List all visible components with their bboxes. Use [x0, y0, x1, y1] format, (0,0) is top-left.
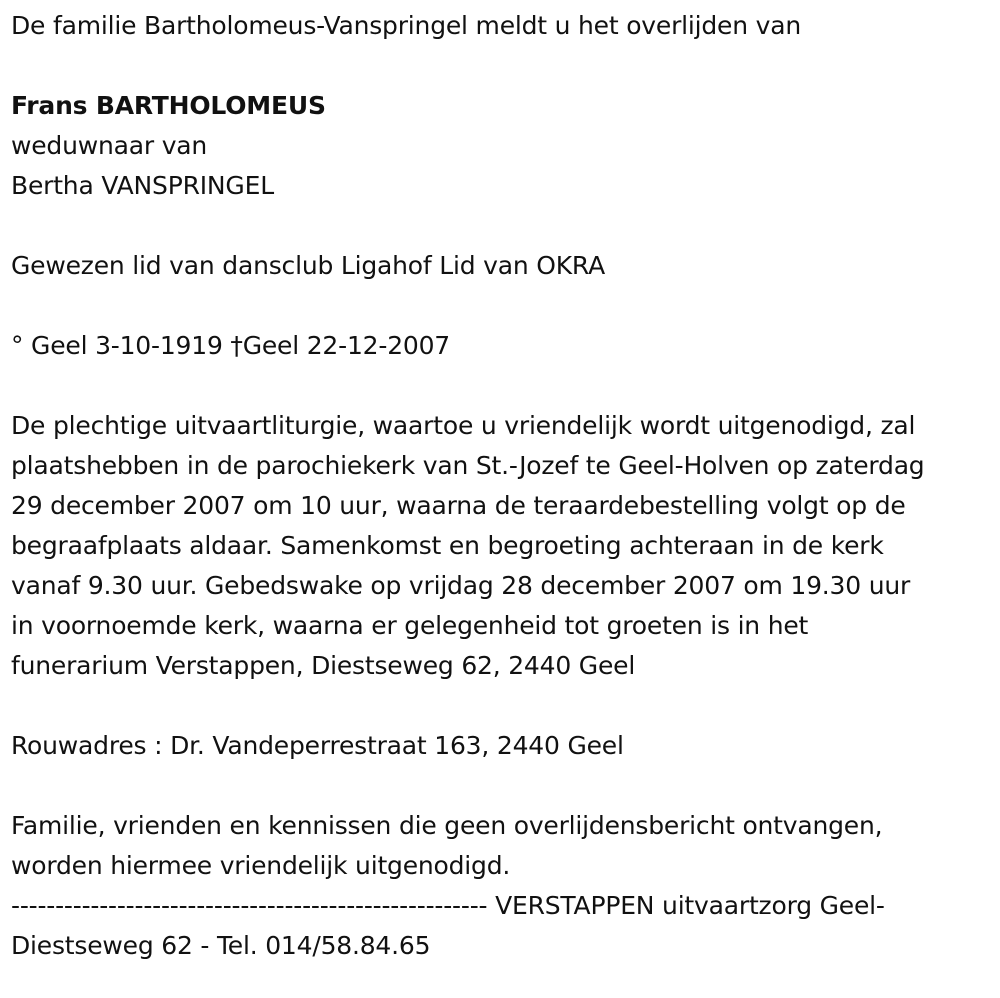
birth-death-dates: ° Geel 3-10-1919 †Geel 22-12-2007	[11, 331, 451, 360]
footer-line: Diestseweg 62 - Tel. 014/58.84.65	[11, 931, 431, 960]
funeral-line: begraafplaats aldaar. Samenkomst en begroeting achteraan in de kerk	[11, 531, 884, 560]
spacer	[11, 766, 996, 806]
spacer	[11, 286, 996, 326]
spacer	[11, 686, 996, 726]
funeral-line: plaatshebben in de parochiekerk van St.-Jozef te Geel-Holven op zaterdag	[11, 451, 925, 480]
death-notice	[11, 6, 996, 966]
funeral-line: in voornoemde kerk, waarna er gelegenheid tot groeten is in het	[11, 611, 809, 640]
relation-text: weduwnaar van	[11, 131, 208, 160]
footer-line: ------------------------------------------------------ VERSTAPPEN uitvaartzorg Geel-	[11, 891, 885, 920]
invitation-line: Familie, vrienden en kennissen die geen overlijdensbericht ontvangen,	[11, 811, 883, 840]
spacer	[11, 366, 996, 406]
invitation-line: worden hiermee vriendelijk uitgenodigd.	[11, 851, 511, 880]
undertaker-footer	[11, 886, 996, 966]
spacer	[11, 206, 996, 246]
funeral-paragraph	[11, 406, 996, 686]
funeral-line: 29 december 2007 om 10 uur, waarna de teraardebestelling volgt op de	[11, 491, 906, 520]
funeral-line: De plechtige uitvaartliturgie, waartoe u vriendelijk wordt uitgenodigd, zal	[11, 411, 916, 440]
funeral-line: funerarium Verstappen, Diestseweg 62, 2440 Geel	[11, 651, 636, 680]
mourning-address: Rouwadres : Dr. Vandeperrestraat 163, 2440 Geel	[11, 731, 624, 760]
membership-text: Gewezen lid van dansclub Ligahof Lid van OKRA	[11, 251, 605, 280]
funeral-line: vanaf 9.30 uur. Gebedswake op vrijdag 28 december 2007 om 19.30 uur	[11, 571, 911, 600]
spouse-name: Bertha VANSPRINGEL	[11, 171, 274, 200]
deceased-name: Frans BARTHOLOMEUS	[11, 91, 326, 120]
spacer	[11, 46, 996, 86]
invitation-paragraph	[11, 806, 996, 886]
intro-text: De familie Bartholomeus-Vanspringel meldt u het overlijden van	[11, 11, 801, 40]
